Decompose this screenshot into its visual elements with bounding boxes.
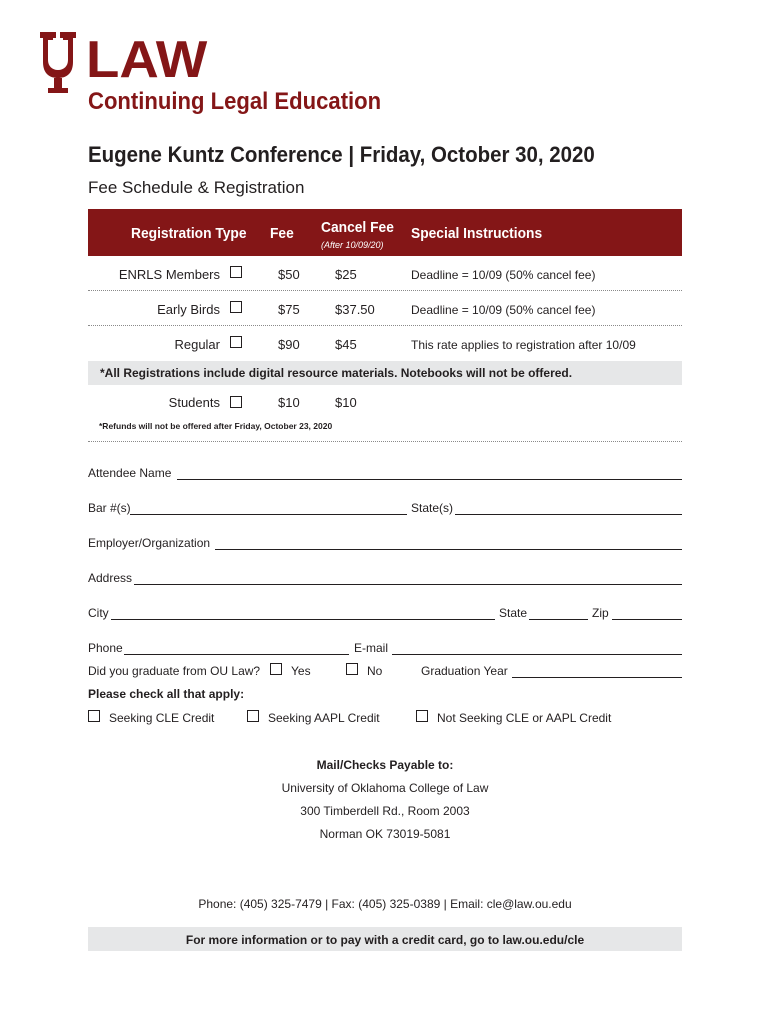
- mail-heading: Mail/Checks Payable to:: [316, 758, 454, 772]
- footer-text: For more information or to pay with a credit card, go to law.ou.edu/cle: [185, 933, 585, 947]
- row-instructions: Deadline = 10/09 (50% cancel fee): [411, 268, 596, 282]
- state-field[interactable]: [529, 619, 588, 620]
- row-instructions: This rate applies to registration after 10/09: [411, 338, 636, 352]
- city-field[interactable]: [111, 619, 495, 620]
- header-special-instructions: Special Instructions: [411, 225, 543, 242]
- phone-field[interactable]: [124, 654, 349, 655]
- seeking-aapl-label: Seeking AAPL Credit: [268, 711, 380, 725]
- mail-line-2: 300 Timberdell Rd., Room 2003: [300, 804, 470, 818]
- state-label: State: [499, 606, 528, 620]
- seeking-cle-checkbox[interactable]: [88, 710, 100, 722]
- seeking-aapl-checkbox[interactable]: [247, 710, 259, 722]
- header-fee: Fee: [270, 225, 294, 242]
- ou-logo-icon: [34, 30, 82, 94]
- graduated-yes-checkbox[interactable]: [270, 663, 282, 675]
- employer-label: Employer/Organization: [88, 536, 211, 550]
- students-checkbox[interactable]: [230, 396, 242, 408]
- attendee-name-field[interactable]: [177, 479, 682, 480]
- all-registrations-note-bar: [88, 361, 682, 385]
- graduated-question: Did you graduate from OU Law?: [88, 664, 261, 678]
- regular-checkbox[interactable]: [230, 336, 242, 348]
- states-field[interactable]: [455, 514, 682, 515]
- row-cancel-fee: $45: [335, 337, 357, 352]
- row-fee: $50: [278, 267, 300, 282]
- address-label: Address: [88, 571, 133, 585]
- email-field[interactable]: [392, 654, 682, 655]
- mail-line-1: University of Oklahoma College of Law: [281, 781, 489, 795]
- zip-field[interactable]: [612, 619, 682, 620]
- row-type-label: Regular: [174, 337, 220, 352]
- graduation-year-field[interactable]: [512, 677, 682, 678]
- header-cancel-note: (After 10/09/20): [321, 240, 384, 250]
- city-label: City: [88, 606, 109, 620]
- seeking-cle-label: Seeking CLE Credit: [109, 711, 215, 725]
- zip-label: Zip: [592, 606, 609, 620]
- phone-label: Phone: [88, 641, 123, 655]
- states-label: State(s): [411, 501, 454, 515]
- page-subtitle: Fee Schedule & Registration: [88, 178, 305, 197]
- page-title: Eugene Kuntz Conference | Friday, October 30, 2020: [88, 142, 595, 167]
- address-field[interactable]: [134, 584, 682, 585]
- employer-field[interactable]: [215, 549, 682, 550]
- graduated-yes-label: Yes: [291, 664, 311, 678]
- logo-subtitle: Continuing Legal Education: [88, 88, 382, 115]
- row-type-label: Students: [168, 395, 220, 410]
- early-birds-checkbox[interactable]: [230, 301, 242, 313]
- not-seeking-checkbox[interactable]: [416, 710, 428, 722]
- row-type-label: Early Birds: [157, 302, 220, 317]
- fee-table-header: [88, 209, 682, 256]
- row-cancel-fee: $10: [335, 395, 357, 410]
- email-label: E-mail: [354, 641, 389, 655]
- mail-line-3: Norman OK 73019-5081: [319, 827, 451, 841]
- enrls-members-checkbox[interactable]: [230, 266, 242, 278]
- bar-label: Bar #(s): [88, 501, 131, 515]
- all-registrations-note: *All Registrations include digital resource materials. Notebooks will not be offered.: [100, 366, 573, 380]
- row-type-label: ENRLS Members: [118, 267, 220, 282]
- bar-number-field[interactable]: [130, 514, 407, 515]
- attendee-name-label: Attendee Name: [88, 466, 172, 480]
- graduated-no-checkbox[interactable]: [346, 663, 358, 675]
- graduated-no-label: No: [367, 664, 383, 678]
- table-bottom-divider: [88, 441, 682, 442]
- footer-bar: [88, 927, 682, 951]
- row-fee: $75: [278, 302, 300, 317]
- logo-law-text: LAW: [86, 31, 208, 89]
- contact-info: Phone: (405) 325-7479 | Fax: (405) 325-0389 | Email: cle@law.ou.edu: [198, 897, 572, 911]
- header-registration-type: Registration Type: [131, 225, 247, 242]
- row-cancel-fee: $37.50: [335, 302, 375, 317]
- row-fee: $90: [278, 337, 300, 352]
- row-divider: [88, 290, 682, 291]
- graduation-year-label: Graduation Year: [421, 664, 508, 678]
- row-cancel-fee: $25: [335, 267, 357, 282]
- refunds-note: *Refunds will not be offered after Friday, October 23, 2020: [99, 421, 333, 431]
- header-cancel-fee: Cancel Fee: [321, 219, 394, 236]
- row-divider: [88, 325, 682, 326]
- row-fee: $10: [278, 395, 300, 410]
- row-instructions: Deadline = 10/09 (50% cancel fee): [411, 303, 596, 317]
- not-seeking-label: Not Seeking CLE or AAPL Credit: [437, 711, 612, 725]
- check-all-label: Please check all that apply:: [88, 687, 245, 701]
